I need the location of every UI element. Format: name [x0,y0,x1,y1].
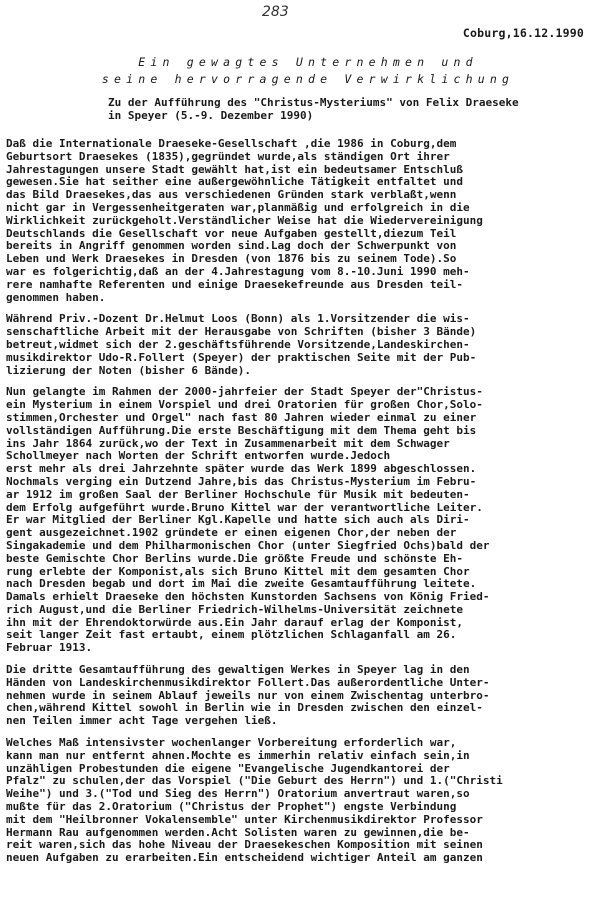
paragraph [6,737,596,865]
handwritten-page-number: 283 [262,4,289,20]
text-line: war es folgerichtig,daß an der 4.Jahrestagung vom 8.-10.Juni 1990 meh- [6,265,470,278]
title-line-2: seine hervorragende Verwirklichung [101,72,515,86]
text-line: unzähligen Probestunden die eigene "Evangelische Jugendkantorei der [6,762,450,775]
text-line: ihn mit der Ehrendoktorwürde aus.Ein Jahr darauf erlag der Komponist, [6,616,463,629]
text-line: mußte für das 2.Oratorium ("Christus der Prophet") engste Verbindung [6,801,457,814]
text-line: Jahrestagungen unsere Stadt gewählt hat,ist ein bedeutsamer Entschluß [6,163,463,176]
paragraph [6,138,596,304]
title-line-1: Ein gewagtes Unternehmen und [138,55,478,69]
text-line: Welches Maß intensivster wochenlanger Vorbereitung erforderlich war, [6,737,457,750]
text-line: stimmen,Orchester und Orgel" nach fast 80 Jahren wieder einmal zu einer [6,411,477,424]
text-line: Er war Mitglied der Berliner Kgl.Kapelle und hatte sich auch als Diri- [6,514,470,527]
text-line: Nun gelangte im Rahmen der 2000-jahrfeier der Stadt Speyer der"Christus- [6,386,483,399]
text-line: Pfalz" zu schulen,der das Vorspiel ("Die Geburt des Herrn") und 1.("Christi [6,775,503,788]
text-line: nen Teilen immer acht Tage vergehen ließ. [6,715,278,728]
text-line: mit dem "Heilbronner Vokalensemble" unter Kirchenmusikdirektor Professor [6,813,483,826]
text-line: kann man nur entfernt ahnen.Mochte es immerhin relativ einfach sein,in [6,749,470,762]
text-line: Februar 1913. [6,642,93,655]
text-line: vollständigen Aufführung.Die erste Beschäftigung mit dem Thema geht bis [6,424,477,437]
paragraph [6,664,596,728]
text-line: ar 1912 im großen Saal der Berliner Hochschule für Musik mit bedeuten- [6,488,470,501]
article-body [6,138,596,874]
text-line: lizierung der Noten (bisher 6 Bände). [6,364,252,377]
text-line: ins Jahr 1864 zurück,wo der Text in Zusammenarbeit mit dem Schwager [6,437,450,450]
text-line: das Bild Draesekes,das aus verschiedenen Gründen stark verblaßt,wenn [6,189,457,202]
text-line: Leben und Werk Draesekes in Dresden (von 1876 bis zu seinem Tode).So [6,253,457,266]
text-line: reit waren,sich das hohe Niveau der Draesekeschen Komposition mit seinen [6,839,483,852]
text-line: Händen von Landeskirchenmusikdirektor Follert.Das außerordentliche Unter- [6,676,490,689]
paragraph [6,313,596,377]
text-line: beste Gemischte Chor Berlins wurde.Die größte Freude und schönste Eh- [6,552,463,565]
subtitle-line-2: in Speyer (5.-9. Dezember 1990) [108,109,314,122]
text-line: dem Erfolg aufgeführt wurde.Bruno Kittel war der verantwortliche Leiter. [6,501,483,514]
text-line: nehmen wurde in seinem Ablauf jeweils nur von einem Zwischentag unterbro- [6,689,490,702]
text-line: nach Dresden begab und dort im Mai die zweite Gesamtaufführung leitete. [6,578,477,591]
text-line: musikdirektor Udo-R.Follert (Speyer) der praktischen Seite mit der Pub- [6,351,477,364]
subtitle-line-1: Zu der Aufführung des "Christus-Mysteriums" von Felix Draeseke [108,96,519,109]
text-line: rere namhafte Referenten und einige Draesekefreunde aus Dresden teil- [6,278,463,291]
text-line: gent ausgezeichnet.1902 gründete er einen eigenen Chor,der neben der [6,527,457,540]
text-line: genommen haben. [6,291,106,304]
text-line: erst mehr als drei Jahrzehnte später wurde das Werk 1899 abgeschlossen. [6,463,477,476]
date-line: Coburg,16.12.1990 [462,26,584,40]
text-line: Während Priv.-Dozent Dr.Helmut Loos (Bonn) als 1.Vorsitzender die wis- [6,313,470,326]
text-line: Daß die Internationale Draeseke-Gesellschaft ,die 1986 in Coburg,dem [6,138,457,150]
text-line: Weihe") und 3.("Tod und Sieg des Herrn") Oratorium anvertraut waren,so [6,788,470,801]
paragraph [6,386,596,655]
text-line: neuen Aufgaben zu erarbeiten.Ein entscheidend wichtiger Anteil am ganzen [6,852,483,865]
text-line: betreut,widmet sich der 2.geschäftsführende Vorsitzende,Landeskirchen- [6,338,470,351]
text-line: seit langer Zeit fast ertaubt, einem plötzlichen Schlaganfall am 26. [6,629,457,642]
text-line: rich August,und die Berliner Friedrich-Wilhelms-Universität zeichnete [6,603,463,616]
text-line: Geburtsort Draesekes (1835),gegründet wurde,als ständigen Ort ihrer [6,150,450,163]
text-line: senschaftliche Arbeit mit der Herausgabe von Schriften (bisher 3 Bände) [6,326,477,339]
text-line: Deutschlands die Gesellschaft vor neue Aufgaben gestellt,diezum Teil [6,227,457,240]
text-line: Die dritte Gesamtaufführung des gewaltigen Werkes in Speyer lag in den [6,664,470,677]
text-line: ein Mysterium in einem Vorspiel und drei Oratorien für großen Chor,Solo- [6,399,483,412]
text-line: Nochmals verging ein Dutzend Jahre,bis das Christus-Mysterium im Febru- [6,475,477,488]
text-line: Wirklichkeit zurückgeholt.Verständlicher Weise hat die Wiedervereinigung [6,214,483,227]
text-line: Hermann Rau aufgenommen werden.Acht Solisten waren zu gewinnen,die be- [6,826,470,839]
text-line: Singakademie und dem Philharmonischen Chor (unter Siegfried Ochs)bald der [6,539,490,552]
text-line: gewesen.Sie hat seither eine außergewöhnliche Tätigkeit entfaltet und [6,176,463,189]
text-line: rung erlebte der Komponist,als sich Bruno Kittel mit dem gesamten Chor [6,565,470,578]
text-line: Damals erhielt Draeseke den höchsten Kunstorden Sachsens von König Fried- [6,591,490,604]
text-line: bereits in Angriff genommen worden sind.Lag doch der Schwerpunkt von [6,240,457,253]
text-line: chen,während Kittel sowohl in Berlin wie in Dresden zwischen den einzel- [6,702,483,715]
text-line: Schollmeyer nach Worten der Schrift entworfen wurde.Jedoch [6,450,391,463]
text-line: nicht gar in Vergessenheitgeraten war,planmäßig und erfolgreich in die [6,201,470,214]
